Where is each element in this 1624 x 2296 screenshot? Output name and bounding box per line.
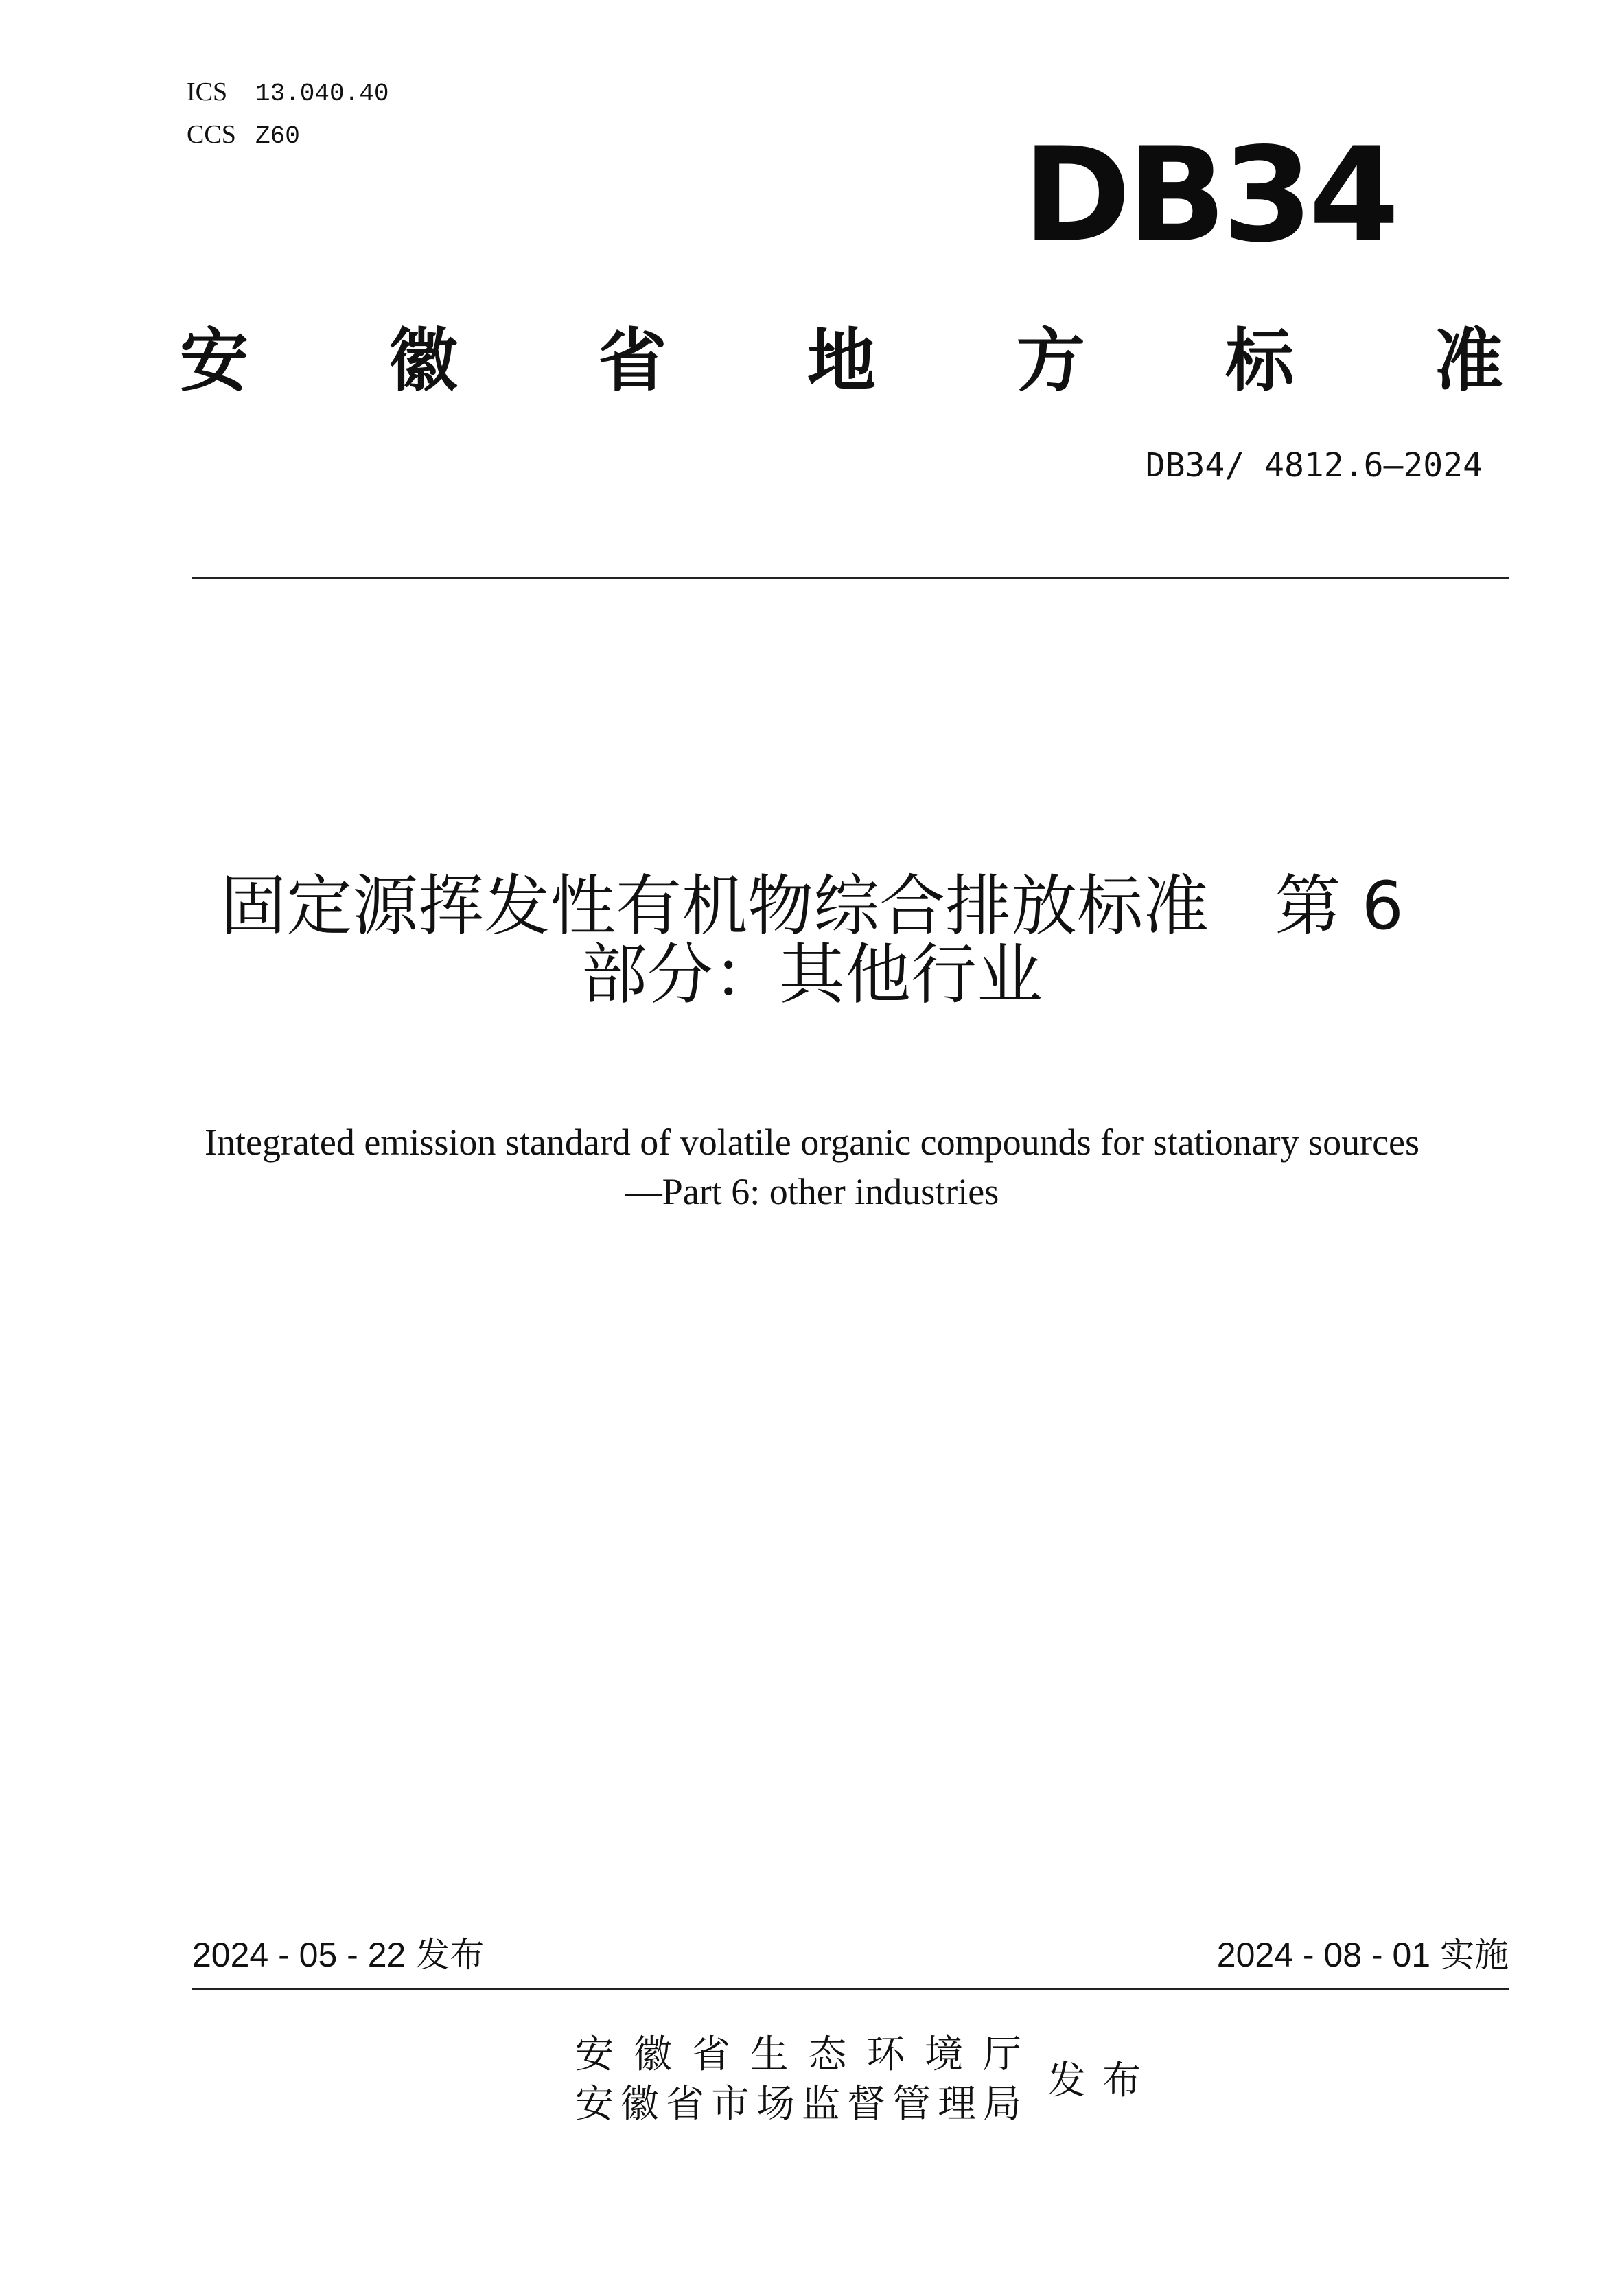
standard-type-char: 方 xyxy=(1016,321,1085,401)
issuer-char: 督 xyxy=(847,2082,885,2126)
ics-value: 13.040.40 xyxy=(255,80,389,108)
ccs-label: CCS xyxy=(187,120,236,149)
issuer-char: 局 xyxy=(983,2082,1021,2126)
issuer-char: 监 xyxy=(802,2082,840,2126)
title-chinese xyxy=(137,868,1487,1013)
issued-label: 发布 xyxy=(1047,2059,1157,2103)
header-divider xyxy=(192,577,1509,579)
publication-date: 2024 - 05 - 22 发布 xyxy=(192,1936,485,1974)
issuing-authorities xyxy=(575,2030,1021,2129)
implementation-date: 2024 - 08 - 01 实施 xyxy=(1216,1936,1509,1974)
issuer-char: 省 xyxy=(691,2032,730,2077)
issuer-char: 安 xyxy=(575,2082,614,2126)
issuer-char: 厅 xyxy=(982,2032,1021,2077)
issuer-char: 徽 xyxy=(633,2032,672,2077)
title-english-line-1: Integrated emission standard of volatile organic compounds for stationary sources xyxy=(204,1122,1420,1163)
issuer-char: 管 xyxy=(892,2082,931,2126)
issuer-char: 场 xyxy=(756,2082,795,2126)
issuer-char: 市 xyxy=(711,2082,750,2126)
ccs-code xyxy=(187,119,300,152)
standard-number: DB34/ 4812.6—2024 xyxy=(1145,446,1483,485)
ics-code xyxy=(187,77,388,109)
issuer-char: 安 xyxy=(575,2032,614,2077)
footer-divider xyxy=(192,1988,1509,1990)
issuer-char: 徽 xyxy=(620,2082,659,2126)
ccs-value: Z60 xyxy=(255,122,300,150)
issuer-char: 省 xyxy=(666,2082,704,2126)
issuer-char: 生 xyxy=(750,2032,789,2077)
db34-logo: DB34 xyxy=(1023,119,1395,271)
standard-type-char: 徽 xyxy=(388,321,458,401)
issuer-char: 态 xyxy=(808,2032,847,2077)
issuer-ecology-environment-department xyxy=(575,2030,1021,2080)
issuer-char: 理 xyxy=(938,2082,976,2126)
standard-type-char: 标 xyxy=(1225,321,1295,401)
issuer-char: 环 xyxy=(866,2032,905,2077)
title-chinese-line-1: 固定源挥发性有机物综合排放标准 第 6 xyxy=(220,868,1404,944)
standard-type-char: 地 xyxy=(807,321,876,401)
standard-type-char: 安 xyxy=(180,321,248,401)
issuer-char: 境 xyxy=(925,2032,964,2077)
title-english xyxy=(137,1117,1487,1216)
ics-label: ICS xyxy=(187,78,228,106)
issuer-market-supervision-bureau xyxy=(575,2080,1021,2129)
standard-type-heading xyxy=(180,310,1503,399)
title-chinese-line-2: 部分：其他行业 xyxy=(581,936,1043,1013)
standard-type-char: 省 xyxy=(598,321,667,401)
title-english-line-2: —Part 6: other industries xyxy=(625,1171,999,1212)
standard-type-char: 准 xyxy=(1434,321,1503,401)
